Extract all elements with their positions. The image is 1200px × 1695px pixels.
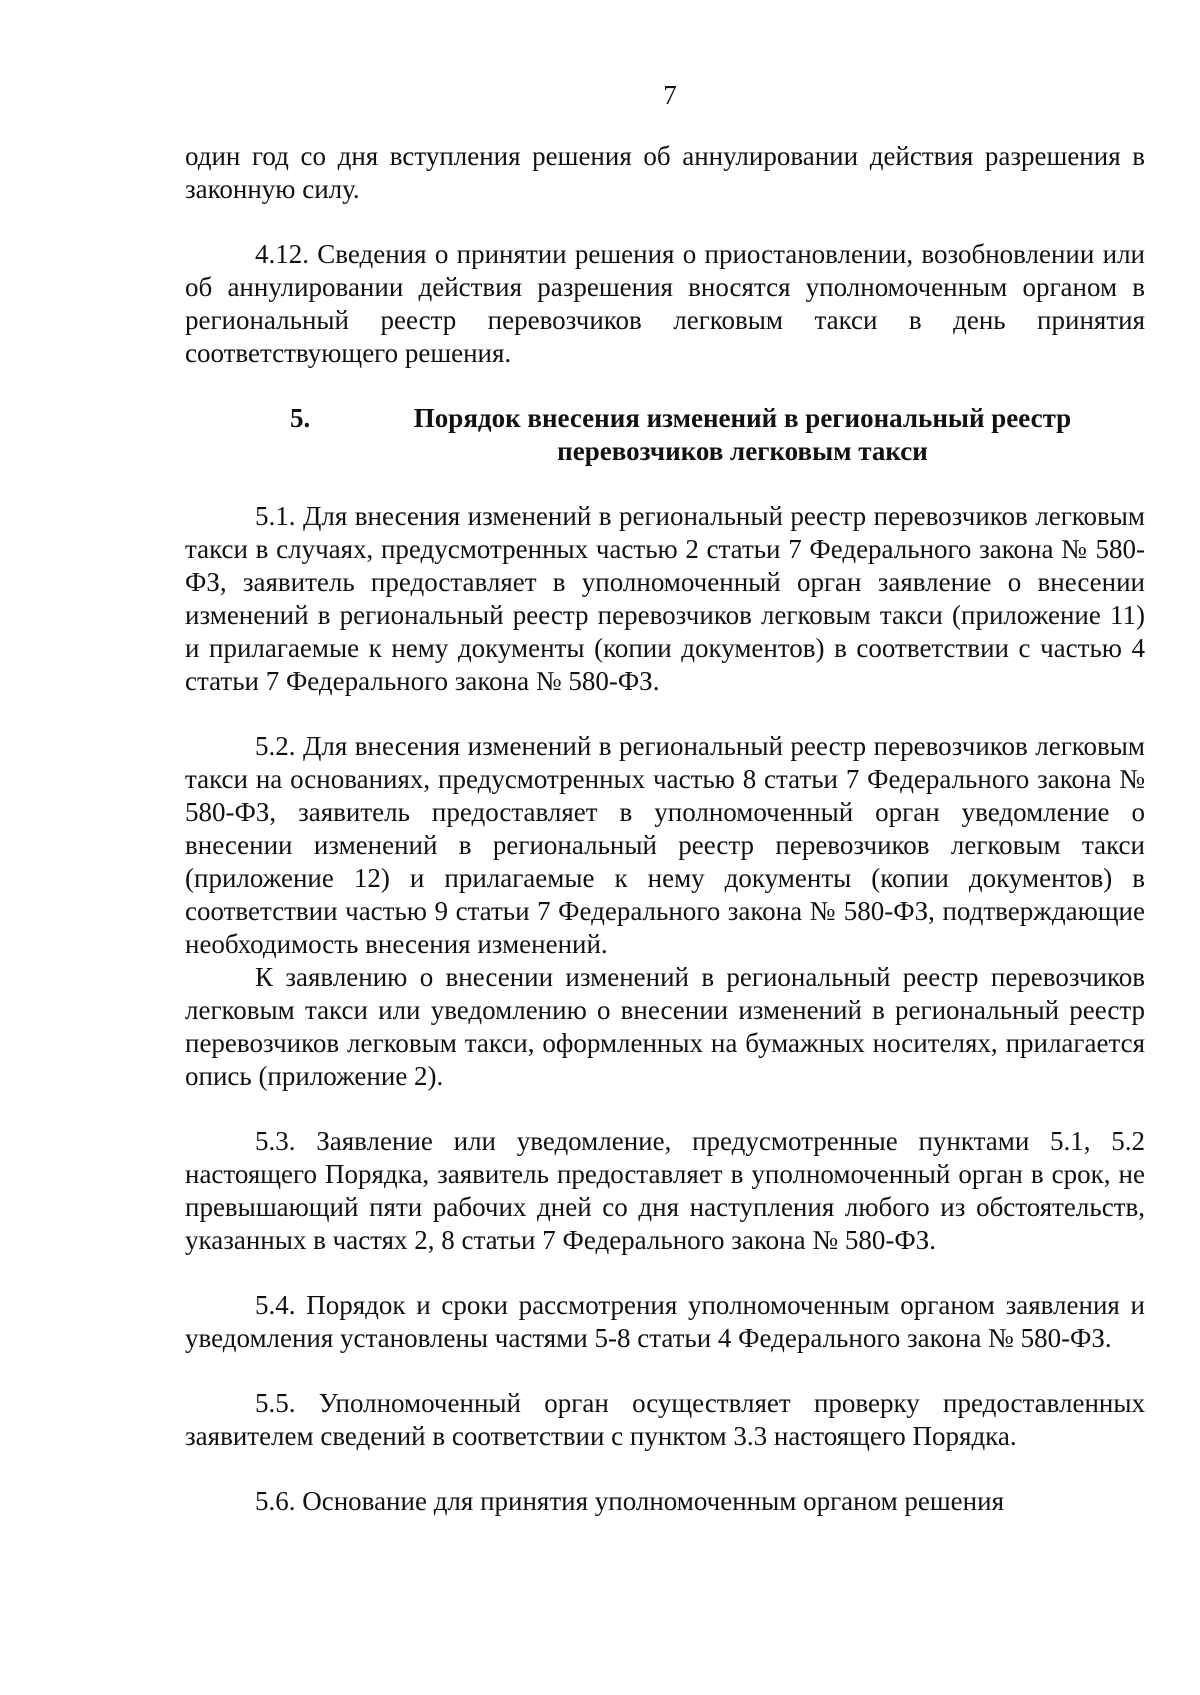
paragraph-5-3: 5.3. Заявление или уведомление, предусмотренные пунктами 5.1, 5.2 настоящего Порядка, заявитель предоставляет в уполномоченный орган в срок, не превышающий пяти рабочих дней со дня наступления любого из обстоятельств, указанных в частях 2, 8 статьи 7 Федерального закона № 580-ФЗ. (185, 1126, 1145, 1255)
paragraph-5-5: 5.5. Уполномоченный орган осуществляет проверку предоставленных заявителем сведений в соответствии с пунктом 3.3 настоящего Порядка. (185, 1388, 1145, 1451)
paragraph-5-2-inventory: К заявлению о внесении изменений в региональный реестр перевозчиков легковым такси или уведомлению о внесении изменений в региональный реестр перевозчиков легковым такси, оформленных на бумажных носителях, прилагается опись (приложение 2). (185, 962, 1145, 1091)
page-number: 7 (663, 80, 677, 110)
paragraph-continuation: один год со дня вступления решения об аннулировании действия разрешения в законную силу. (185, 141, 1145, 204)
section-title-line-2: перевозчиков легковым такси (557, 436, 928, 466)
document-body (185, 140, 1145, 1518)
section-number: 5. (290, 403, 311, 433)
section-title-line-1: Порядок внесения изменений в региональный реестр (413, 403, 1072, 433)
paragraph-5-4: 5.4. Порядок и сроки рассмотрения уполномоченным органом заявления и уведомления установлены частями 5-8 статьи 4 Федерального закона № 580-ФЗ. (185, 1290, 1145, 1353)
paragraph-4-12: 4.12. Сведения о принятии решения о приостановлении, возобновлении или об аннулировании действия разрешения вносятся уполномоченным органом в региональный реестр перевозчиков легковым такси в день принятия соответствующего решения. (185, 239, 1145, 368)
section-heading (185, 402, 1145, 468)
paragraph-5-1: 5.1. Для внесения изменений в региональный реестр перевозчиков легковым такси в случаях, предусмотренных частью 2 статьи 7 Федерального закона № 580-ФЗ, заявитель предоставляет в уполномоченный орган заявление о внесении изменений в региональный реестр перевозчиков легковым такси (приложение 11) и прилагаемые к нему документы (копии документов) в соответствии с частью 4 статьи 7 Федерального закона № 580-ФЗ. (185, 501, 1145, 696)
paragraph-5-2: 5.2. Для внесения изменений в региональный реестр перевозчиков легковым такси на основаниях, предусмотренных частью 8 статьи 7 Федерального закона № 580-ФЗ, заявитель предоставляет в уполномоченный орган уведомление о внесении изменений в региональный реестр перевозчиков легковым такси (приложение 12) и прилагаемые к нему документы (копии документов) в соответствии частью 9 статьи 7 Федерального закона № 580-ФЗ, подтверждающие необходимость внесения изменений. (185, 731, 1145, 959)
paragraph-5-6: 5.6. Основание для принятия уполномоченным органом решения (255, 1486, 1004, 1516)
